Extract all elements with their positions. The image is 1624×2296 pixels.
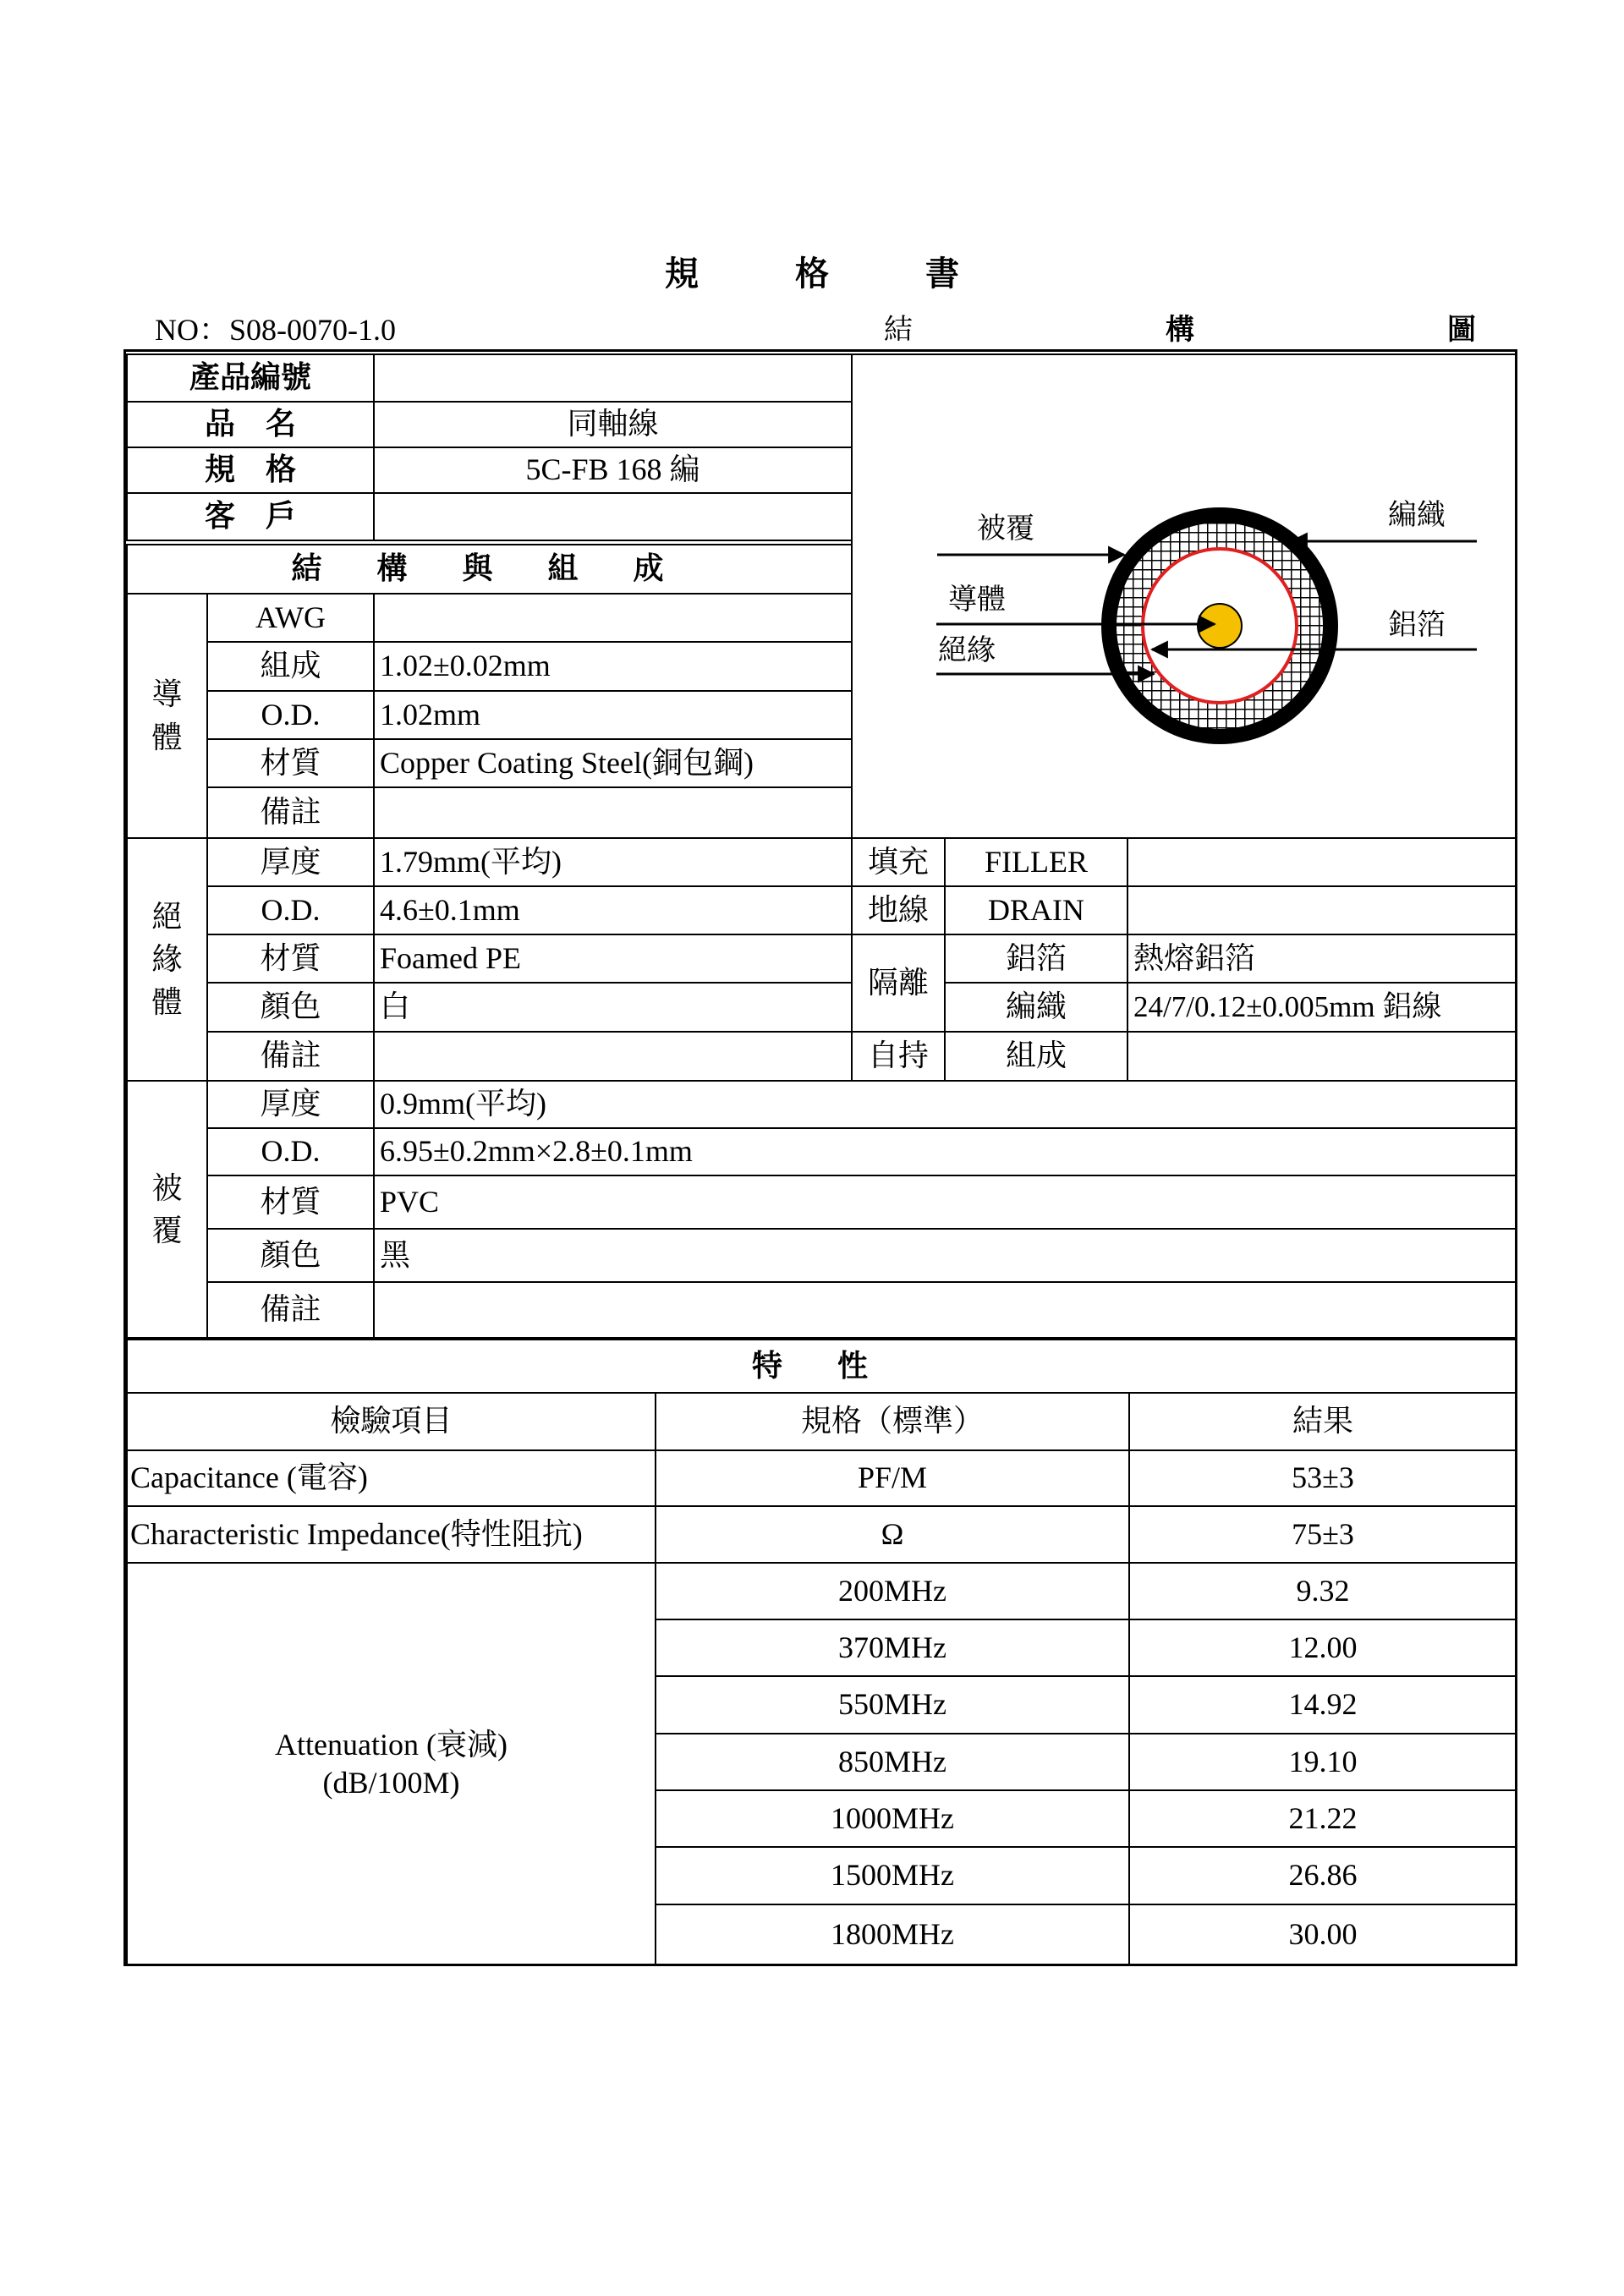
filler-label: 填充: [851, 837, 946, 887]
conductor-row-value: [373, 786, 853, 839]
foil-value: 熱熔鋁箔: [1127, 934, 1517, 984]
conductor-row-value: [373, 593, 853, 643]
attenuation-label: Attenuation (衰減): [275, 1728, 508, 1762]
braid-value: 24/7/0.12±0.005mm 鋁線: [1127, 982, 1517, 1033]
attenuation-value: 26.86: [1128, 1846, 1517, 1905]
self-support-value: [1127, 1031, 1517, 1082]
attenuation-value: 9.32: [1128, 1562, 1517, 1620]
attenuation-value: 19.10: [1128, 1733, 1517, 1791]
group-char: 覆: [151, 1214, 183, 1247]
jacket-group: [126, 1080, 208, 1339]
document-title: 規 格 書: [665, 255, 1003, 293]
diagram-title-char: 構: [1166, 315, 1194, 346]
insulation-row-label: 材質: [206, 934, 375, 984]
group-char: 導: [151, 677, 183, 712]
conductor-row-label: AWG: [206, 593, 375, 643]
col-spec-header: 規格（標準）: [655, 1392, 1130, 1451]
impedance-result: 75±3: [1128, 1505, 1517, 1564]
customer-label: 客 戶: [126, 492, 375, 541]
conductor-group: [126, 593, 208, 839]
attenuation-value: 14.92: [1128, 1675, 1517, 1734]
self-support-name: 組成: [944, 1031, 1128, 1082]
diagram-title-char: 圖: [1447, 315, 1476, 346]
attenuation-freq: 200MHz: [655, 1562, 1130, 1620]
impedance-item: Characteristic Impedance(特性阻抗): [126, 1505, 656, 1564]
group-char: 絕: [151, 899, 183, 934]
jacket-row-label: 顏色: [206, 1228, 375, 1283]
conductor-row-label: 組成: [206, 641, 375, 692]
jacket-row-value: [373, 1281, 1517, 1339]
jacket-row-label: 材質: [206, 1175, 375, 1230]
col-result-header: 結果: [1128, 1392, 1517, 1451]
insulation-row-value: [373, 1031, 853, 1082]
attenuation-item: [126, 1562, 656, 1966]
attenuation-freq: 1000MHz: [655, 1789, 1130, 1848]
group-char: 體: [151, 720, 183, 754]
conductor-core: [1198, 604, 1242, 648]
product-code-value: [373, 353, 853, 403]
insulation-row-value: 1.79mm(平均): [373, 837, 853, 887]
attenuation-value: 30.00: [1128, 1904, 1517, 1966]
properties-header: 特 性: [126, 1339, 1517, 1394]
structure-diagram-title: [884, 306, 1476, 348]
impedance-spec: Ω: [655, 1505, 1130, 1564]
label-conductor: 導體: [948, 583, 1006, 616]
coax-cross-section-diagram: [853, 355, 1515, 836]
drain-value: [1127, 885, 1517, 935]
conductor-row-label: 備註: [206, 786, 375, 839]
customer-value: [373, 492, 853, 541]
conductor-row-label: 材質: [206, 738, 375, 788]
self-support-label: 自持: [851, 1031, 946, 1082]
capacitance-item: Capacitance (電容): [126, 1449, 656, 1507]
attenuation-freq: 1800MHz: [655, 1904, 1130, 1966]
jacket-row-label: 厚度: [206, 1080, 375, 1129]
attenuation-value: 21.22: [1128, 1789, 1517, 1848]
insulation-row-label: 備註: [206, 1031, 375, 1082]
filler-value: [1127, 837, 1517, 887]
insulation-group: [126, 837, 208, 1082]
drain-label: 地線: [851, 885, 946, 935]
foil-name: 鋁箔: [944, 934, 1128, 984]
insulation-row-value: 白: [373, 982, 853, 1033]
conductor-row-label: O.D.: [206, 690, 375, 740]
filler-name: FILLER: [944, 837, 1128, 887]
product-name-value: 同軸線: [373, 401, 853, 448]
attenuation-freq: 850MHz: [655, 1733, 1130, 1791]
label-braid: 編織: [1388, 498, 1446, 532]
label-foil: 鋁箔: [1388, 608, 1446, 642]
jacket-row-label: O.D.: [206, 1127, 375, 1176]
group-char: 體: [151, 984, 183, 1019]
capacitance-spec: PF/M: [655, 1449, 1130, 1507]
drain-name: DRAIN: [944, 885, 1128, 935]
jacket-row-value: 6.95±0.2mm×2.8±0.1mm: [373, 1127, 1517, 1176]
conductor-row-value: 1.02±0.02mm: [373, 641, 853, 692]
insulation-row-value: 4.6±0.1mm: [373, 885, 853, 935]
attenuation-freq: 550MHz: [655, 1675, 1130, 1734]
col-item-header: 檢驗項目: [126, 1392, 656, 1451]
product-spec-value: 5C-FB 168 編: [373, 447, 853, 494]
attenuation-freq: 370MHz: [655, 1619, 1130, 1677]
product-code-label: 產品編號: [126, 353, 375, 403]
jacket-row-value: 黑: [373, 1228, 1517, 1283]
product-spec-label: 規 格: [126, 447, 375, 494]
product-name-label: 品 名: [126, 401, 375, 448]
label-insulation: 絕緣: [938, 633, 996, 667]
insulation-row-label: 顏色: [206, 982, 375, 1033]
shield-label: 隔離: [851, 934, 946, 1033]
braid-name: 編織: [944, 982, 1128, 1033]
group-char: 緣: [151, 942, 183, 977]
conductor-row-value: Copper Coating Steel(銅包鋼): [373, 738, 853, 788]
diagram-title-char: 結: [884, 315, 913, 346]
attenuation-freq: 1500MHz: [655, 1846, 1130, 1905]
group-char: 被: [151, 1170, 183, 1205]
jacket-row-value: 0.9mm(平均): [373, 1080, 1517, 1129]
attenuation-value: 12.00: [1128, 1619, 1517, 1677]
insulation-row-label: O.D.: [206, 885, 375, 935]
jacket-row-label: 備註: [206, 1281, 375, 1339]
label-jacket: 被覆: [977, 512, 1034, 545]
attenuation-unit: (dB/100M): [322, 1766, 460, 1800]
capacitance-result: 53±3: [1128, 1449, 1517, 1507]
insulation-row-label: 厚度: [206, 837, 375, 887]
structure-header: 結 構 與 組 成: [126, 544, 853, 595]
document-number: NO：S08-0070-1.0: [155, 313, 396, 347]
conductor-row-value: 1.02mm: [373, 690, 853, 740]
insulation-row-value: Foamed PE: [373, 934, 853, 984]
jacket-row-value: PVC: [373, 1175, 1517, 1230]
